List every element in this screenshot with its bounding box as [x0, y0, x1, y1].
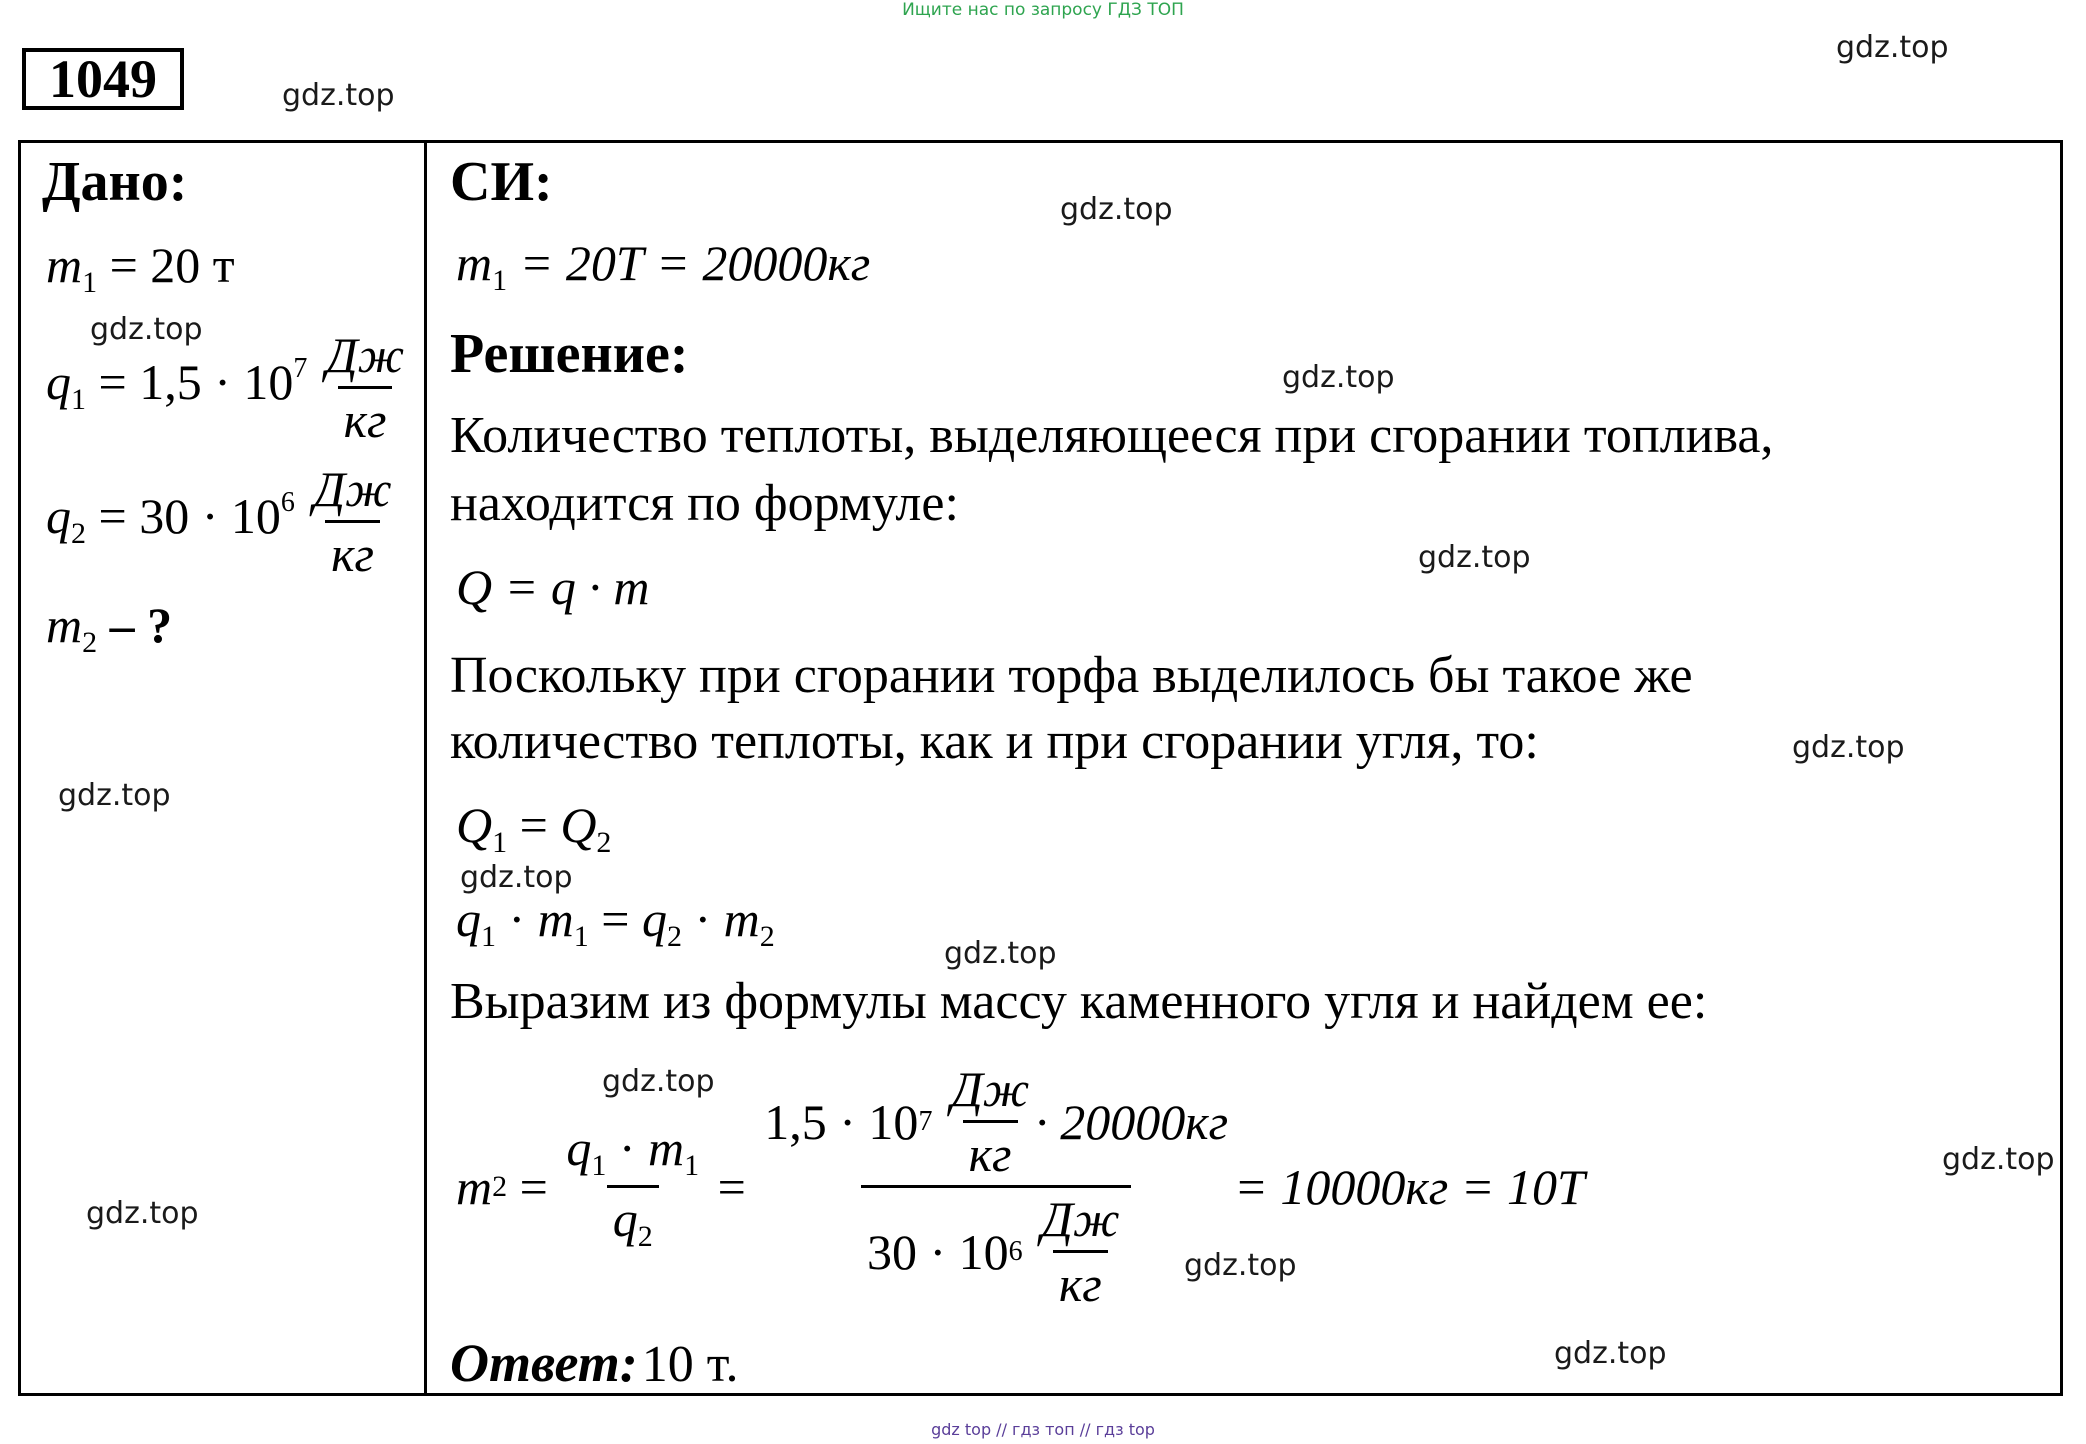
equation-qm: $q_1 \cdot m_1 = q_2 \cdot m_2$ — [456, 891, 775, 953]
watermark: gdz.top — [460, 860, 573, 895]
unit-denominator: кг — [325, 520, 380, 583]
calc-sym-numerator: $q_1 \cdot m_1$ — [566, 1120, 700, 1182]
calc-num-unit: $\frac{Дж}{кг}$ — [950, 1061, 1030, 1182]
given-q2-unit — [307, 460, 397, 583]
eq2-q2-sub: 2 — [666, 920, 682, 953]
given-q1-sub: 1 — [71, 382, 86, 416]
watermark: gdz.top — [1942, 1142, 2055, 1177]
calc-lhs-sub: 2 — [492, 1169, 508, 1203]
unit-numerator: Дж — [313, 461, 392, 517]
solution-text: Выразим из формулы массу каменного угля и найдем ее: — [450, 973, 1708, 1030]
calc-num-denominator: 30 · 10 6 $\frac{Дж}{кг}$ — [861, 1185, 1131, 1313]
si-m1-eq: = 20Т = 20000кг — [507, 235, 871, 291]
given-q2-eq: = 30 · 10 — [98, 487, 281, 544]
watermark: gdz.top — [90, 312, 203, 347]
solution-heading: Решение: — [450, 323, 689, 385]
unit-numerator: Дж — [325, 327, 405, 383]
answer-value: 10 т. — [641, 1336, 739, 1393]
given-q2 — [46, 460, 398, 583]
given-q2-sub: 2 — [71, 516, 86, 550]
unit-denominator: кг — [338, 386, 393, 449]
calc-lhs: m — [456, 1158, 493, 1215]
eq1-b-sub: 2 — [596, 826, 612, 859]
solution-text: Количество теплоты, выделяющееся при сгорании топлива, — [450, 407, 1774, 464]
watermark: gdz.top — [1554, 1336, 1667, 1371]
eq2-q1: q — [456, 891, 481, 947]
calc-den-unit: $\frac{Дж}{кг}$ — [1041, 1191, 1120, 1312]
given-m1-var: m — [46, 237, 83, 293]
given-q1 — [46, 326, 410, 449]
given-q1-var: q — [46, 353, 71, 410]
given-q2-var: q — [46, 487, 71, 544]
watermark: gdz.top — [602, 1064, 715, 1099]
given-q2-exp: 6 — [280, 486, 295, 518]
calc-result: = 10000кг = 10Т — [1234, 1158, 1585, 1215]
given-find — [46, 596, 172, 660]
eq1-mid: = — [507, 797, 561, 853]
watermark: gdz.top — [86, 1196, 199, 1231]
eq2-q1-sub: 1 — [481, 920, 496, 953]
eq2-q2: q — [641, 891, 667, 947]
eq2-m1-sub: 1 — [573, 920, 589, 953]
top-banner: Ищите нас по запросу ГДЗ ТОП — [902, 0, 1184, 20]
given-m1 — [46, 236, 235, 300]
formula-q: Q = q · m — [456, 559, 650, 615]
given-find-var: m — [46, 597, 83, 653]
calc-fraction-numeric — [758, 1060, 1234, 1313]
answer — [450, 1332, 739, 1394]
solution-text: находится по формуле: — [450, 475, 959, 532]
watermark: gdz.top — [1184, 1248, 1297, 1283]
watermark: gdz.top — [1060, 192, 1173, 227]
eq2-m2-sub: 2 — [759, 920, 775, 953]
given-heading: Дано: — [42, 151, 188, 213]
column-divider — [424, 140, 427, 1396]
given-q1-exp: 7 — [293, 352, 308, 384]
calc-sym-denominator: $q_2$ — [607, 1185, 659, 1254]
solution-text: количество теплоты, как и при сгорании угля, то: — [450, 713, 1539, 770]
calc-fraction-symbolic — [560, 1119, 705, 1254]
watermark: gdz.top — [1836, 30, 1949, 65]
si-heading: СИ: — [450, 151, 553, 213]
given-q1-unit — [320, 326, 410, 449]
watermark: gdz.top — [944, 936, 1057, 971]
given-q1-eq: = 1,5 · 10 — [98, 353, 294, 410]
answer-label: Ответ: — [450, 1333, 638, 1393]
watermark: gdz.top — [1792, 730, 1905, 765]
si-m1-sub: 1 — [492, 264, 508, 297]
footer: gdz top // гдз топ // гдз top — [931, 1420, 1155, 1439]
given-find-rest: – ? — [109, 597, 173, 653]
eq2-m1: m — [537, 891, 574, 947]
eq1-b: Q — [560, 797, 597, 853]
given-m1-eq: = 20 т — [109, 237, 235, 293]
si-m1-var: m — [456, 235, 493, 291]
calc-num-numerator: 1,5 · 10 7 $\frac{Дж}{кг}$ · 20000кг — [764, 1061, 1229, 1182]
watermark: gdz.top — [1418, 540, 1531, 575]
watermark: gdz.top — [58, 778, 171, 813]
eq1-a: Q — [456, 797, 493, 853]
si-m1 — [456, 234, 870, 298]
problem-number: 1049 — [22, 48, 184, 110]
equation-q1-q2 — [456, 796, 611, 860]
watermark: gdz.top — [1282, 360, 1395, 395]
solution-text: Поскольку при сгорании торфа выделилось бы такое же — [450, 647, 1693, 704]
eq2-m2: m — [723, 891, 760, 947]
eq1-a-sub: 1 — [492, 826, 508, 859]
watermark: gdz.top — [282, 78, 395, 113]
given-m1-sub: 1 — [82, 266, 98, 299]
calculation: m 2 = $\frac{q_1 \cdot m_1}{q_2}$ = 1,5 · 10 7 $\frac{Дж}{кг}$ · 20000кг 30 · 10 6 $\frac{Дж}{кг}$ = 10000кг = 10Т — [456, 1061, 1585, 1312]
given-find-sub: 2 — [82, 626, 98, 659]
